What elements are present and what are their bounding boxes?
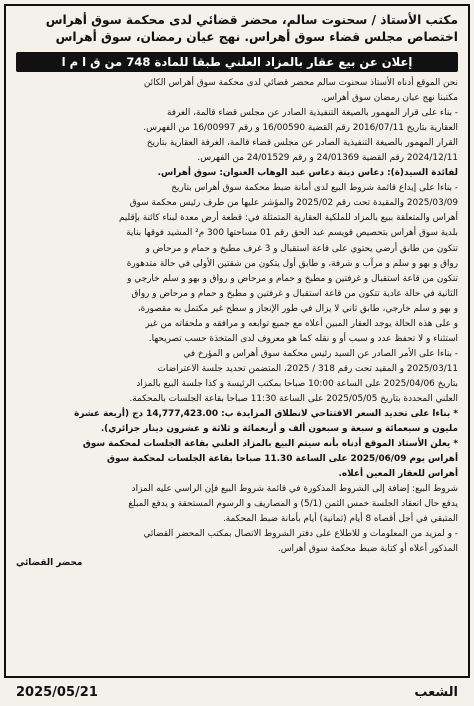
body-line-sale-notice: * يعلن الأستاذ الموقع أدناه بأنه سيتم البيع بالمزاد العلني بقاعة الجلسات لمحكمة سوق	[82, 439, 458, 450]
publication-date: 2025/05/21	[16, 684, 98, 700]
publication-name: الشعب	[414, 684, 458, 700]
body-line: الثانية في حالة عادية تتكون من قاعة استقبال و غرفتين و مطبخ و حمام و مرحاض و رواق	[131, 288, 458, 299]
publication-footer	[4, 680, 470, 704]
body-line: - بناء على قرار المهمور بالصيغة التنفيذية الصادر عن مجلس قضاء قالمة، الغرفة	[166, 108, 458, 119]
body-line: بتاريخ 2025/04/06 على الساعة 10:00 صباحا بمكتب الرئيسة و كذا جلسة البيع بالمزاد	[136, 378, 458, 389]
body-line: استثناء و لا تحفظ عدد و سبب أو و نقله كما هو معروف لدى المتخذة حسب تصريحها.	[148, 333, 458, 344]
header-address-line: اختصاص مجلس قضاء سوق أهراس. نهج عيان رمضان، سوق أهراس	[55, 30, 458, 44]
body-line: تتكون من قاعة استقبال و غرفتين و مطبخ و حمام و مرحاض و رواق و بهو و سلم خارجي و	[127, 273, 458, 284]
body-line: 2024/12/11 رقم القضية 24/01369 و رقم 24/01529 من الفهرس.	[197, 153, 458, 164]
body-line-sale-conditions: شروط البيع: إضافة إلى الشروط المذكورة في قائمة شروط البيع فإن الراسي عليه المزاد	[131, 484, 458, 495]
body-line: - بناءا على إيداع قائمة شروط البيع لدى أمانة ضبط محكمة سوق أهراس بتاريخ	[171, 183, 458, 194]
body-line: و على هذه الحالة يوجد العقار المبين أعلاه مع جميع توابعه و مرافقه و ملحقاته من غير	[145, 318, 458, 329]
body-line: مكتبنا نهج عيان رمضان سوق أهراس.	[320, 93, 458, 104]
header-office-line: مكتب الأستاذ / سحنوت سالم، محضر قضائي لدى محكمة سوق أهراس	[45, 13, 458, 27]
body-line: - و لمزيد من المعلومات و للاطلاع على دفتر الشروط الاتصال بمكتب المحضر القضائي	[143, 529, 458, 540]
body-line: بلدية سوق أهراس بتحصيص قويسم عبد الحق رقم 01 مساحتها 300 م² المشيد فوقها بناية	[126, 228, 458, 239]
body-line: أهراس للعقار المعين أعلاه.	[338, 469, 458, 480]
body-line-beneficiary: لفائدة السيد(ة): دعاس دينة دعاس عبد الوهاب العنوان: سوق أهراس.	[157, 168, 458, 179]
document-frame	[4, 4, 470, 678]
body-line: نحن الموقع أدناه الأستاذ سحنوت سالم محضر قضائي لدى محكمة سوق أهراس الكائن	[143, 78, 458, 88]
body-line: رواق و بهو و سلم و مرآب و شرفة، و طابق أول يتكون من شقتين الأولى في حالة متدهورة	[126, 258, 458, 269]
header	[10, 6, 464, 50]
body-line: المتبقي في أجل أقصاه 8 أيام (ثمانية) أيام بأمانة ضبط المحكمة.	[222, 514, 458, 525]
announcement-title-banner: إعلان عن بيع عقار بالمزاد العلني طبقا للمادة 748 من ق ا م ا	[16, 52, 458, 72]
body-line: أهراس يوم 2025/06/09 على الساعة 11.30 صباحا بقاعة الجلسات لمحكمة سوق	[107, 454, 458, 465]
body-line: تتكون من طابق أرضي يحتوي على قاعة استقبال و 3 غرف مطبخ و حمام و مرحاض و	[145, 243, 458, 254]
body-line: القرار المهمور بالصيغة التنفيذية الصادر عن مجلس قضاء قالمة، الغرفة العقارية بتاريخ	[146, 138, 458, 149]
body-line: مليون و سبعمائة و سبعة و سبعون ألف و أربعمائة و ثلاثة و عشرون دينار جزائري).	[100, 424, 458, 435]
body-line: و بهو و سلم خارجي، طابق ثاني لا يزال في طور الإنجاز و سطح غير مكتمل به مقصورة،	[137, 303, 458, 314]
body-line: 2025/03/09 والمقيدة تحت رقم 2025/02 والمؤشر عليها من طرف رئيس محكمة سوق	[129, 198, 458, 209]
body-line: العلني المحددة بتاريخ 2025/05/05 على الساعة 11:30 صباحا بقاعة الجلسات بالمحكمة.	[129, 393, 458, 404]
body-line: يدفع حال انعقاد الجلسة خمس الثمن (5/1) و المصاريف و الرسوم المستحقة و يدفع المبلغ	[128, 499, 458, 510]
body-line: - بناءا على الأمر الصادر عن السيد رئيس محكمة سوق أهراس و المؤرخ في	[183, 348, 458, 359]
body-line-opening-price: * بناءا على تحديد السعر الافتتاحي لانطلاق المزايدة ب: 14,777,423.00 دج (أربعة عشرة	[74, 409, 458, 420]
body-line: العقارية بتاريخ 2016/07/11 رقم القضية 16/00590 و رقم 16/00997 من الفهرس.	[143, 123, 458, 134]
body-line: المذكور أعلاه أو كتابة ضبط محكمة سوق أهراس.	[277, 544, 458, 555]
body-line: 2025/03/11 و المقيد تحت رقم 318 / 2025، المتضمن تحديد جلسة الاعتراضات	[157, 363, 458, 374]
body-line: أهراس والمتعلقة ببيع بالمزاد للملكية العقارية المتمثلة في: قطعة أرض معدة لبناء كائنة بإقليم	[118, 213, 458, 224]
signature-label: محضر القضائي	[16, 557, 83, 568]
